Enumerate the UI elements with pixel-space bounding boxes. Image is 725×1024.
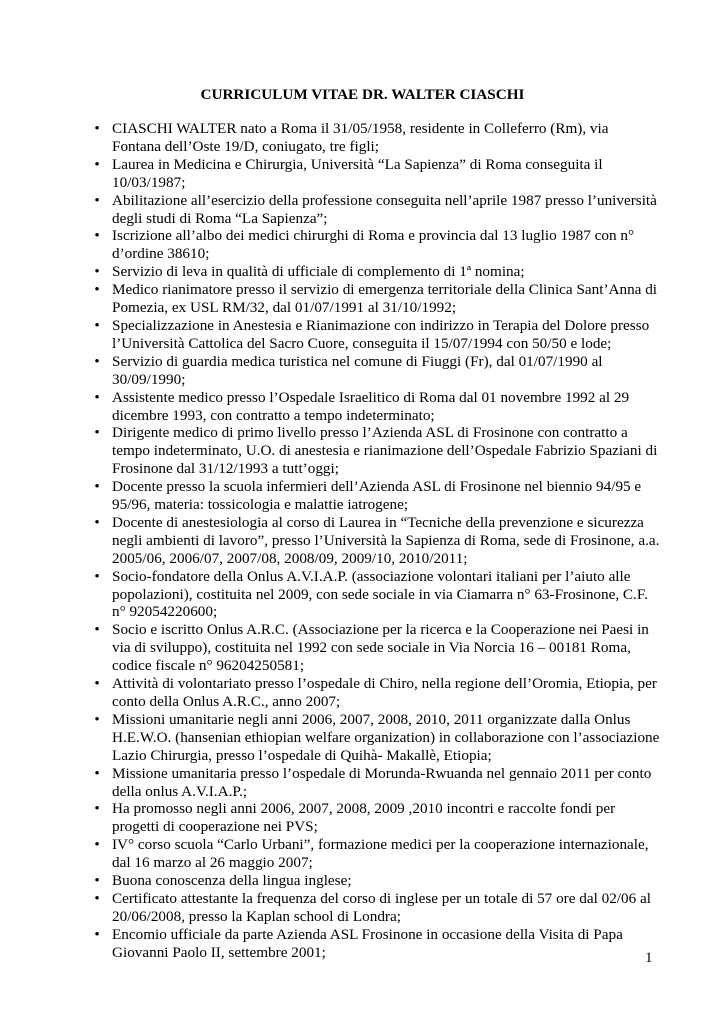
cv-list-item	[94, 836, 660, 872]
document-title: CURRICULUM VITAE DR. WALTER CIASCHI	[200, 86, 525, 103]
cv-item-text: Missione umanitaria presso l’ospedale di Morunda-Rwuanda nel gennaio 2011 per conto della onlus A.V.I.A.P.;	[112, 764, 652, 800]
cv-list-item	[94, 675, 660, 711]
cv-item-text: CIASCHI WALTER nato a Roma il 31/05/1958, residente in Colleferro (Rm), via Fontana dell’Oste 19/D, coniugato, tre figli;	[112, 120, 609, 155]
cv-list-item	[94, 710, 660, 765]
cv-item-text: Attività di volontariato presso l’ospedale di Chiro, nella regione dell’Oromia, Etiopia, per conto della Onlus A.R.C., anno 2007;	[112, 675, 657, 710]
cv-list-item	[94, 191, 660, 228]
cv-list-item	[94, 872, 660, 890]
bullet-icon: •	[94, 120, 100, 137]
bullet-icon: •	[94, 621, 100, 639]
cv-item-text: Certificato attestante la frequenza del corso di inglese per un totale di 57 ore dal 02/06 al 20/06/2008, presso la Kaplan school di Londra;	[112, 889, 651, 925]
bullet-icon: •	[94, 889, 100, 907]
cv-item-text: Assistente medico presso l’Ospedale Israelitico di Roma dal 01 novembre 1992 al 29 dicembre 1993, con contratto a tempo indeterminato;	[112, 388, 630, 424]
cv-item-text: Missioni umanitarie negli anni 2006, 2007, 2008, 2010, 2011 organizzate dalla Onlus H.E.W.O. (hansenian ethiopian welfare organization) in collaborazione con l’associazione Lazio Chirurgia, presso l’ospedale di Quihà- Makallè, Etiopia;	[112, 710, 660, 764]
cv-item-text: Encomio ufficiale da parte Azienda ASL Frosinone in occasione della Visita di Papa Giovanni Paolo II, settembre 2001;	[112, 925, 623, 961]
cv-list-item	[94, 567, 660, 622]
cv-list-item	[94, 155, 660, 192]
cv-list-item	[94, 513, 660, 568]
cv-item-text: Specializzazione in Anestesia e Rianimazione con indirizzo in Terapia del Dolore presso l’Università Cattolica del Sacro Cuore, conseguita il 15/07/1994 con 50/50 e lode;	[112, 316, 650, 352]
cv-list-item	[94, 352, 660, 389]
bullet-icon: •	[94, 155, 100, 173]
cv-item-text: Dirigente medico di primo livello presso l’Azienda ASL di Frosinone con contratto a tempo indeterminato, U.O. di anestesia e rianimazione dell’Ospedale Fabrizio Spaziani di Frosinone dal 31/12/1993 a tutt’oggi;	[112, 424, 658, 478]
bullet-icon: •	[94, 424, 100, 442]
bullet-icon: •	[94, 925, 100, 943]
cv-item-text: IV° corso scuola “Carlo Urbani”, formazione medici per la cooperazione internazionale, dal 16 marzo al 26 maggio 2007;	[112, 836, 649, 872]
bullet-icon: •	[94, 388, 100, 406]
cv-item-text: Medico rianimatore presso il servizio di emergenza territoriale della Clinica Sant’Anna di Pomezia, ex USL RM/32, dal 01/07/1991 al 31/10/1992;	[112, 281, 658, 317]
bullet-icon: •	[94, 513, 100, 531]
cv-list-item	[94, 478, 660, 514]
cv-list-item	[94, 227, 660, 263]
cv-list-item	[94, 263, 660, 281]
cv-item-text: Servizio di guardia medica turistica nel comune di Fiuggi (Fr), dal 01/07/1990 al 30/09/1990;	[112, 352, 603, 388]
cv-item-text: Ha promosso negli anni 2006, 2007, 2008, 2009 ,2010 incontri e raccolte fondi per progetti di cooperazione nei PVS;	[112, 800, 616, 836]
cv-item-text: Buona conoscenza della lingua inglese;	[112, 872, 352, 890]
bullet-icon: •	[94, 872, 100, 890]
cv-item-text: Servizio di leva in qualità di ufficiale di complemento di 1ª nomina;	[112, 263, 525, 281]
bullet-icon: •	[94, 263, 100, 281]
bullet-icon: •	[94, 316, 100, 334]
bullet-icon: •	[94, 764, 100, 782]
bullet-icon: •	[94, 567, 100, 585]
bullet-icon: •	[94, 478, 100, 496]
bullet-icon: •	[94, 191, 100, 209]
cv-list-item	[94, 889, 660, 926]
bullet-icon: •	[94, 675, 100, 693]
cv-item-text: Iscrizione all’albo dei medici chirurghi di Roma e provincia dal 13 luglio 1987 con n° d’ordine 38610;	[112, 227, 635, 263]
cv-list-item	[94, 764, 660, 801]
bullet-icon: •	[94, 800, 100, 818]
bullet-icon: •	[94, 836, 100, 854]
bullet-icon: •	[94, 352, 100, 370]
cv-list-item	[94, 621, 660, 675]
cv-item-text: Socio e iscritto Onlus A.R.C. (Associazione per la ricerca e la Cooperazione nei Paesi in via di sviluppo), costituita nel 1992 con sede sociale in Via Norcia 16 – 00181 Roma, codice fiscale n° 96204250581;	[112, 621, 649, 675]
bullet-icon: •	[94, 281, 100, 299]
cv-list-item	[94, 316, 660, 353]
cv-list-item	[94, 925, 660, 962]
cv-list-item	[94, 120, 660, 156]
cv-item-text: Laurea in Medicina e Chirurgia, Università “La Sapienza” di Roma conseguita il 10/03/1987;	[112, 155, 603, 191]
cv-list-item	[94, 800, 660, 836]
cv-item-list	[94, 120, 660, 962]
cv-list-item	[94, 424, 660, 478]
cv-item-text: Docente presso la scuola infermieri dell’Azienda ASL di Frosinone nel biennio 94/95 e 95/96, materia: tossicologia e malattie iatrogene;	[112, 478, 642, 514]
page-number: 1	[645, 949, 653, 966]
cv-list-item	[94, 388, 660, 425]
cv-item-text: Abilitazione all’esercizio della professione conseguita nell’aprile 1987 presso l’università degli studi di Roma “La Sapienza”;	[112, 191, 657, 227]
cv-item-text: Docente di anestesiologia al corso di Laurea in “Tecniche della prevenzione e sicurezza negli ambienti di lavoro”, presso l’Università la Sapienza di Roma, sede di Frosinone, a.a. 2005/06, 2006/07, 2007/08, 2008/09, 2009/10, 2010/2011;	[112, 513, 660, 567]
bullet-icon: •	[94, 227, 100, 245]
bullet-icon: •	[94, 710, 100, 728]
cv-item-text: Socio-fondatore della Onlus A.V.I.A.P. (associazione volontari italiani per l’aiuto alle popolazioni), costituita nel 2009, con sede sociale in via Ciamarra n° 63-Frosinone, C.F. n° 92054220600;	[112, 567, 648, 621]
cv-list-item	[94, 281, 660, 317]
